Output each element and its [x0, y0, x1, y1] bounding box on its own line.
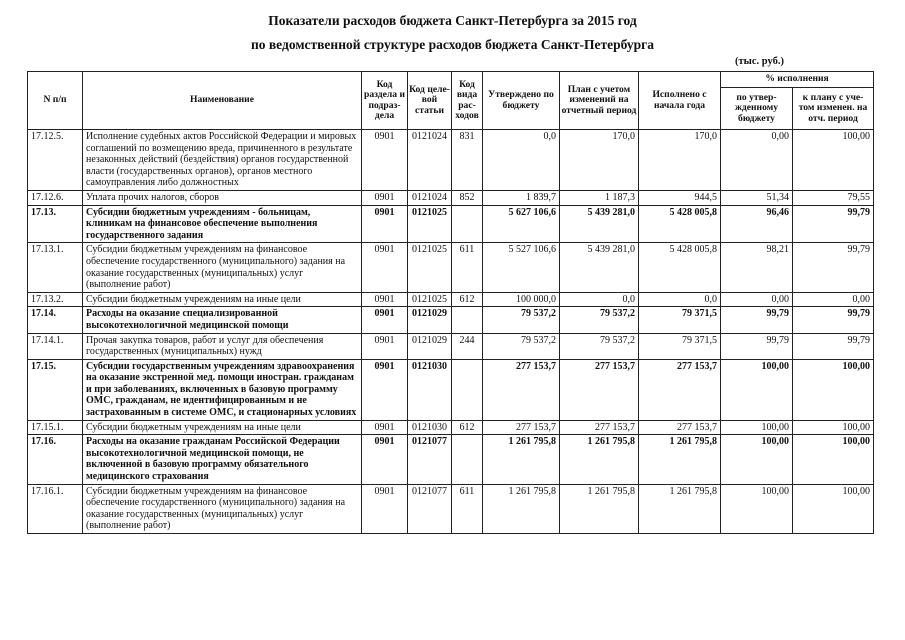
budget-table	[27, 71, 874, 534]
col-header-approved: Утверждено по бюджету	[483, 72, 560, 130]
row-pct-plan: 79,55	[793, 190, 874, 205]
row-approved: 0,0	[483, 130, 560, 191]
row-name: Субсидии бюджетным учреждениям - больницам, клиникам на финансовое обеспечение выполнения государственного задания	[83, 205, 362, 243]
col-header-type: Код вида рас- ходов	[452, 72, 483, 130]
row-section: 0901	[362, 307, 408, 333]
row-type: 611	[452, 484, 483, 533]
row-executed: 277 153,7	[639, 359, 721, 420]
row-article: 0121077	[408, 484, 452, 533]
table-row	[28, 292, 874, 307]
row-executed: 170,0	[639, 130, 721, 191]
row-plan: 277 153,7	[560, 359, 639, 420]
row-type: 612	[452, 420, 483, 435]
row-pct-approved: 98,21	[721, 243, 793, 292]
row-pct-approved: 51,34	[721, 190, 793, 205]
row-section: 0901	[362, 292, 408, 307]
row-type	[452, 435, 483, 484]
row-executed: 0,0	[639, 292, 721, 307]
row-article: 0121024	[408, 190, 452, 205]
row-num: 17.13.1.	[28, 243, 83, 292]
row-section: 0901	[362, 205, 408, 243]
row-approved: 277 153,7	[483, 420, 560, 435]
row-pct-approved: 0,00	[721, 130, 793, 191]
table-row	[28, 243, 874, 292]
row-article: 0121024	[408, 130, 452, 191]
row-pct-plan: 99,79	[793, 205, 874, 243]
row-name: Субсидии бюджетным учреждениям на иные цели	[83, 420, 362, 435]
row-name: Расходы на оказание специализированной высокотехнологичной медицинской помощи	[83, 307, 362, 333]
col-header-num: N п/п	[28, 72, 83, 130]
row-article: 0121025	[408, 205, 452, 243]
row-section: 0901	[362, 420, 408, 435]
row-plan: 1 187,3	[560, 190, 639, 205]
row-pct-approved: 99,79	[721, 333, 793, 359]
table-row	[28, 190, 874, 205]
row-plan: 79 537,2	[560, 333, 639, 359]
row-pct-approved: 0,00	[721, 292, 793, 307]
row-name: Расходы на оказание гражданам Российской Федерации высокотехнологичной медицинской помощи, не включенной в базовую программу обязательного медицинского страхования	[83, 435, 362, 484]
row-pct-plan: 99,79	[793, 243, 874, 292]
row-num: 17.16.1.	[28, 484, 83, 533]
col-header-plan: План с учетом изменений на отчетный период	[560, 72, 639, 130]
row-num: 17.14.	[28, 307, 83, 333]
row-executed: 79 371,5	[639, 333, 721, 359]
row-plan: 0,0	[560, 292, 639, 307]
table-row	[28, 307, 874, 333]
table-row	[28, 484, 874, 533]
row-type: 244	[452, 333, 483, 359]
row-section: 0901	[362, 190, 408, 205]
row-num: 17.14.1.	[28, 333, 83, 359]
document-title-line1: Показатели расходов бюджета Санкт-Петербурга за 2015 год	[268, 13, 637, 28]
col-header-executed: Исполнено с начала года	[639, 72, 721, 130]
row-section: 0901	[362, 130, 408, 191]
row-approved: 79 537,2	[483, 333, 560, 359]
document-title-line2: по ведомственной структуре расходов бюджета Санкт-Петербурга	[250, 37, 655, 52]
row-type	[452, 205, 483, 243]
row-pct-approved: 100,00	[721, 359, 793, 420]
table-header-row	[28, 72, 874, 88]
table-row	[28, 435, 874, 484]
row-num: 17.12.5.	[28, 130, 83, 191]
row-approved: 1 261 795,8	[483, 435, 560, 484]
row-article: 0121077	[408, 435, 452, 484]
col-header-pct-plan: к плану с уче- том изменен. на отч. период	[793, 88, 874, 130]
row-type	[452, 307, 483, 333]
row-name: Прочая закупка товаров, работ и услуг для обеспечения государственных (муниципальных) нужд	[83, 333, 362, 359]
row-article: 0121030	[408, 420, 452, 435]
row-pct-plan: 99,79	[793, 333, 874, 359]
row-name: Субсидии бюджетным учреждениям на финансовое обеспечение государственного (муниципального) задания на оказание государственных (муниципальных) услуг (выполнение работ)	[83, 243, 362, 292]
row-name: Уплата прочих налогов, сборов	[83, 190, 362, 205]
row-approved: 5 527 106,6	[483, 243, 560, 292]
table-row	[28, 130, 874, 191]
row-section: 0901	[362, 435, 408, 484]
row-section: 0901	[362, 243, 408, 292]
col-header-article: Код целе- вой статьи	[408, 72, 452, 130]
row-type: 852	[452, 190, 483, 205]
row-name: Субсидии бюджетным учреждениям на иные цели	[83, 292, 362, 307]
col-header-pct-approved: по утвер- жденному бюджету	[721, 88, 793, 130]
row-pct-plan: 100,00	[793, 359, 874, 420]
row-pct-plan: 100,00	[793, 435, 874, 484]
row-pct-approved: 99,79	[721, 307, 793, 333]
table-row	[28, 359, 874, 420]
row-article: 0121029	[408, 307, 452, 333]
row-approved: 1 839,7	[483, 190, 560, 205]
row-plan: 170,0	[560, 130, 639, 191]
row-pct-approved: 100,00	[721, 420, 793, 435]
row-name: Субсидии бюджетным учреждениям на финансовое обеспечение государственного (муниципального) задания на оказание государственных (муниципальных) услуг (выполнение работ)	[83, 484, 362, 533]
row-section: 0901	[362, 484, 408, 533]
row-executed: 5 428 005,8	[639, 243, 721, 292]
row-pct-approved: 100,00	[721, 484, 793, 533]
row-type: 611	[452, 243, 483, 292]
row-plan: 79 537,2	[560, 307, 639, 333]
row-pct-plan: 100,00	[793, 484, 874, 533]
row-pct-plan: 100,00	[793, 420, 874, 435]
row-plan: 277 153,7	[560, 420, 639, 435]
row-plan: 1 261 795,8	[560, 484, 639, 533]
row-article: 0121025	[408, 292, 452, 307]
col-header-pct-group: % исполнения	[721, 72, 874, 88]
row-section: 0901	[362, 359, 408, 420]
row-name: Субсидии государственным учреждениям здравоохранения на оказание экстренной мед. помощи иностран. гражданам и при заболеваниях, включенных в базовую программу ОМС, гражданам, не идентифицированным и не застрахованным в системе ОМС, и стационарных условиях	[83, 359, 362, 420]
row-pct-plan: 99,79	[793, 307, 874, 333]
row-pct-plan: 100,00	[793, 130, 874, 191]
row-type: 612	[452, 292, 483, 307]
row-approved: 5 627 106,6	[483, 205, 560, 243]
row-executed: 79 371,5	[639, 307, 721, 333]
table-row	[28, 420, 874, 435]
row-section: 0901	[362, 333, 408, 359]
row-plan: 5 439 281,0	[560, 243, 639, 292]
row-type	[452, 359, 483, 420]
row-pct-approved: 96,46	[721, 205, 793, 243]
row-article: 0121030	[408, 359, 452, 420]
row-plan: 1 261 795,8	[560, 435, 639, 484]
table-row	[28, 205, 874, 243]
row-pct-approved: 100,00	[721, 435, 793, 484]
row-executed: 944,5	[639, 190, 721, 205]
row-article: 0121025	[408, 243, 452, 292]
row-num: 17.16.	[28, 435, 83, 484]
row-plan: 5 439 281,0	[560, 205, 639, 243]
table-row	[28, 333, 874, 359]
row-approved: 100 000,0	[483, 292, 560, 307]
col-header-name: Наименование	[83, 72, 362, 130]
row-article: 0121029	[408, 333, 452, 359]
col-header-section: Код раздела и подраз- дела	[362, 72, 408, 130]
row-num: 17.15.1.	[28, 420, 83, 435]
row-executed: 1 261 795,8	[639, 484, 721, 533]
row-executed: 277 153,7	[639, 420, 721, 435]
row-executed: 5 428 005,8	[639, 205, 721, 243]
row-approved: 79 537,2	[483, 307, 560, 333]
row-approved: 277 153,7	[483, 359, 560, 420]
row-pct-plan: 0,00	[793, 292, 874, 307]
unit-label: (тыс. руб.)	[735, 56, 784, 67]
row-executed: 1 261 795,8	[639, 435, 721, 484]
row-num: 17.15.	[28, 359, 83, 420]
row-num: 17.13.2.	[28, 292, 83, 307]
row-num: 17.13.	[28, 205, 83, 243]
row-name: Исполнение судебных актов Российской Федерации и мировых соглашений по возмещению вреда, причиненного в результате незаконных действий (бездействия) органов государственной власти (государственных органов), органов местного самоуправления либо должностных	[83, 130, 362, 191]
row-num: 17.12.6.	[28, 190, 83, 205]
row-approved: 1 261 795,8	[483, 484, 560, 533]
row-type: 831	[452, 130, 483, 191]
